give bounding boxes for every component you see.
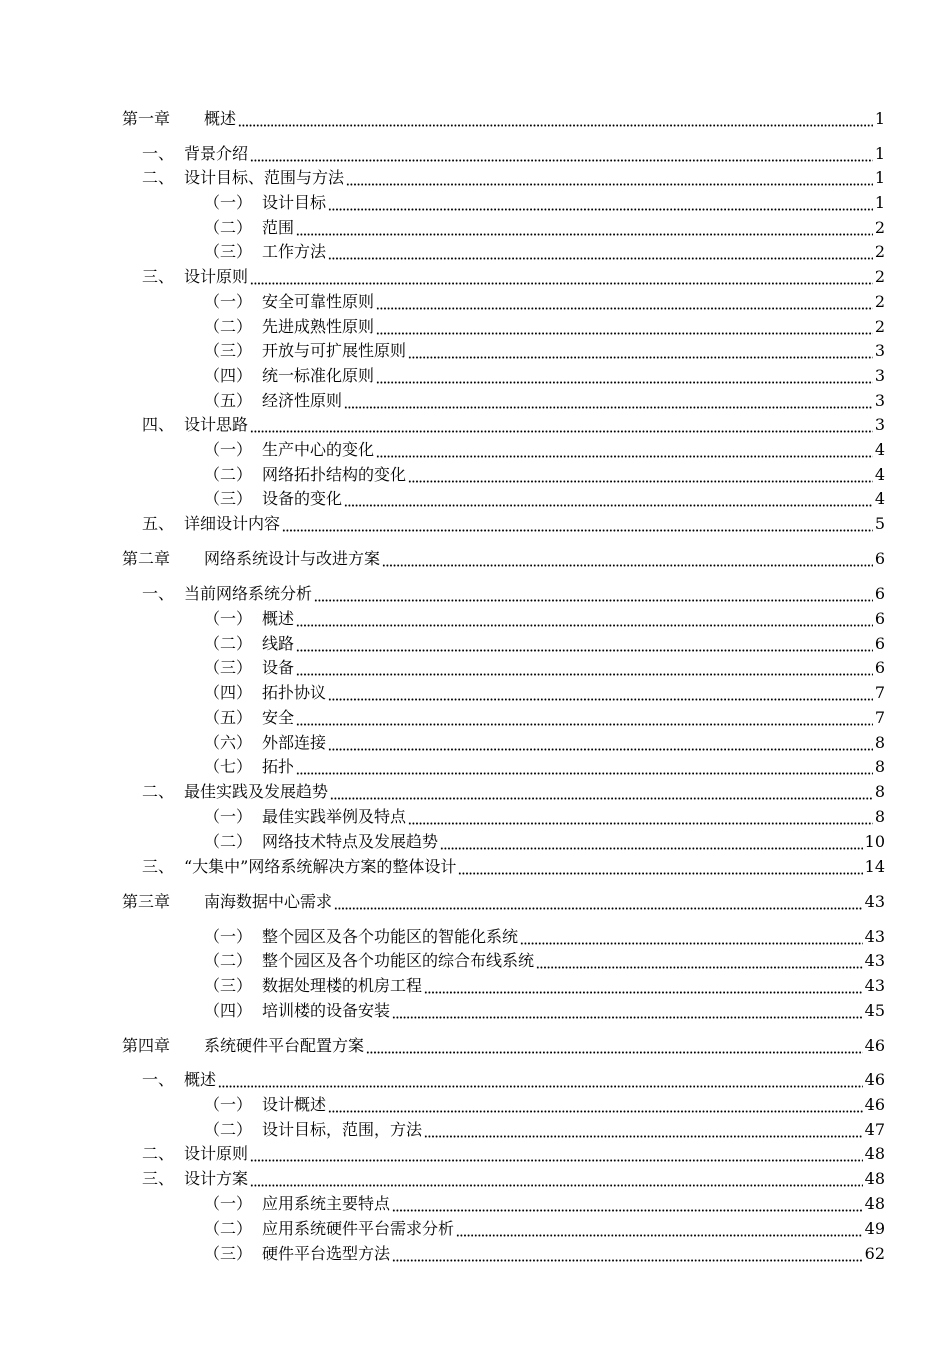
toc-entry-label (142, 1068, 218, 1092)
toc-entry-number: 二、 (142, 782, 175, 801)
toc-entry-number: 一、 (142, 584, 175, 603)
toc-subsection-entry[interactable] (0, 339, 950, 363)
toc-entry-number: （一） (204, 807, 253, 826)
toc-dot-leader (376, 438, 873, 462)
toc-entry-label (204, 974, 424, 998)
toc-page-number: 45 (863, 999, 885, 1023)
toc-entry-number: 第一章 (122, 109, 171, 128)
toc-page-number: 43 (863, 949, 885, 973)
toc-dot-leader (520, 925, 863, 949)
toc-section-entry[interactable] (0, 413, 950, 437)
toc-dot-leader (344, 487, 873, 511)
toc-page-number: 2 (873, 240, 885, 264)
toc-page-number: 8 (873, 805, 885, 829)
toc-dot-leader (296, 216, 873, 240)
toc-page-number: 6 (873, 632, 885, 656)
toc-page-number: 43 (863, 925, 885, 949)
toc-entry-title: 应用系统硬件平台需求分析 (262, 1219, 455, 1238)
toc-subsection-entry[interactable] (0, 290, 950, 314)
toc-dot-leader (250, 1167, 863, 1191)
toc-entry-label (204, 1217, 456, 1241)
toc-dot-leader (382, 547, 873, 571)
toc-entry-number: 第四章 (122, 1036, 171, 1055)
toc-entry-label (204, 487, 344, 511)
toc-entry-number: （一） (204, 1095, 253, 1114)
toc-subsection-entry[interactable] (0, 681, 950, 705)
toc-entry-number: （三） (204, 341, 253, 360)
toc-dot-leader (424, 1118, 863, 1142)
toc-dot-leader (408, 805, 873, 829)
toc-entry-title: 设计目标 (262, 193, 327, 212)
toc-entry-number: （一） (204, 193, 253, 212)
toc-entry-title: 数据处理楼的机房工程 (262, 976, 423, 995)
toc-chapter-entry[interactable] (0, 107, 950, 131)
toc-entry-title: 拓扑协议 (262, 683, 327, 702)
toc-page-number: 10 (863, 830, 885, 854)
toc-entry-number: （二） (204, 1219, 253, 1238)
toc-subsection-entry[interactable] (0, 191, 950, 215)
toc-page-number: 49 (863, 1217, 885, 1241)
toc-entry-number: 第三章 (122, 892, 171, 911)
toc-dot-leader (536, 949, 863, 973)
toc-section-entry[interactable] (0, 142, 950, 166)
toc-dot-leader (250, 413, 873, 437)
toc-dot-leader (296, 656, 873, 680)
toc-dot-leader (330, 780, 873, 804)
toc-entry-number: （六） (204, 733, 253, 752)
toc-page-number: 2 (873, 265, 885, 289)
toc-entry-label (204, 339, 408, 363)
toc-entry-number: （二） (204, 465, 253, 484)
toc-subsection-entry[interactable] (0, 438, 950, 462)
toc-entry-number: （五） (204, 391, 253, 410)
toc-dot-leader (392, 999, 863, 1023)
toc-entry-number: 三、 (142, 857, 175, 876)
toc-page-number: 8 (873, 731, 885, 755)
toc-dot-leader (344, 389, 873, 413)
toc-dot-leader (458, 855, 863, 879)
toc-entry-number: 五、 (142, 514, 175, 533)
toc-entry-number: （二） (204, 951, 253, 970)
toc-entry-title: 设计方案 (184, 1169, 249, 1188)
toc-entry-title: 设计目标、范围与方法 (184, 168, 345, 187)
toc-entry-title: 设计概述 (262, 1095, 327, 1114)
toc-entry-title: 南海数据中心需求 (204, 892, 333, 911)
toc-dot-leader (328, 681, 873, 705)
toc-entry-number: 二、 (142, 168, 175, 187)
toc-page-number: 3 (873, 364, 885, 388)
toc-entry-label (142, 265, 250, 289)
toc-subsection-entry[interactable] (0, 1192, 950, 1216)
toc-page-number: 48 (863, 1167, 885, 1191)
toc-section-entry[interactable] (0, 265, 950, 289)
toc-entry-label (142, 413, 250, 437)
toc-entry-label (142, 142, 250, 166)
toc-entry-title: 生产中心的变化 (262, 440, 375, 459)
toc-entry-label (204, 315, 376, 339)
toc-entry-label (142, 582, 314, 606)
toc-dot-leader (250, 265, 873, 289)
toc-entry-number: （四） (204, 366, 253, 385)
toc-section-entry[interactable] (0, 1068, 950, 1092)
toc-entry-number: （一） (204, 440, 253, 459)
toc-entry-number: （二） (204, 317, 253, 336)
toc-entry-label (204, 1192, 392, 1216)
toc-chapter-entry[interactable] (0, 890, 950, 914)
toc-section-entry[interactable] (0, 512, 950, 536)
toc-subsection-entry[interactable] (0, 240, 950, 264)
toc-entry-title: 最佳实践举例及特点 (262, 807, 407, 826)
toc-entry-title: 工作方法 (262, 242, 327, 261)
toc-entry-title: 设计思路 (184, 415, 249, 434)
toc-subsection-entry[interactable] (0, 216, 950, 240)
toc-entry-number: （一） (204, 927, 253, 946)
toc-entry-label (204, 681, 328, 705)
toc-entry-number: （二） (204, 1120, 253, 1139)
toc-section-entry[interactable] (0, 855, 950, 879)
toc-dot-leader (250, 1142, 863, 1166)
toc-subsection-entry[interactable] (0, 364, 950, 388)
toc-page-number: 1 (873, 107, 885, 131)
toc-page-number: 6 (873, 656, 885, 680)
toc-page-number: 62 (863, 1242, 885, 1266)
toc-entry-label (204, 290, 376, 314)
toc-entry-number: 三、 (142, 1169, 175, 1188)
toc-subsection-entry[interactable] (0, 607, 950, 631)
toc-entry-title: 设计原则 (184, 1144, 249, 1163)
toc-page-number: 6 (873, 582, 885, 606)
toc-entry-number: （一） (204, 1194, 253, 1213)
toc-entry-number: （一） (204, 609, 253, 628)
toc-entry-title: 经济性原则 (262, 391, 343, 410)
toc-dot-leader (334, 890, 863, 914)
toc-entry-title: 网络拓扑结构的变化 (262, 465, 407, 484)
toc-entry-number: （七） (204, 757, 253, 776)
toc-dot-leader (282, 512, 873, 536)
toc-entry-label (142, 1142, 250, 1166)
toc-subsection-entry[interactable] (0, 1242, 950, 1266)
toc-dot-leader (328, 1093, 863, 1117)
toc-page-number: 6 (873, 547, 885, 571)
toc-page-number: 7 (873, 681, 885, 705)
toc-entry-number: 第二章 (122, 549, 171, 568)
toc-dot-leader (328, 191, 873, 215)
toc-page-number: 46 (863, 1034, 885, 1058)
toc-subsection-entry[interactable] (0, 949, 950, 973)
toc-subsection-entry[interactable] (0, 755, 950, 779)
toc-entry-title: 统一标准化原则 (262, 366, 375, 385)
toc-subsection-entry[interactable] (0, 1093, 950, 1117)
toc-entry-label (204, 1242, 392, 1266)
toc-entry-number: （三） (204, 242, 253, 261)
toc-dot-leader (456, 1217, 863, 1241)
toc-dot-leader (366, 1034, 863, 1058)
toc-entry-title: 系统硬件平台配置方案 (204, 1036, 365, 1055)
toc-entry-title: 培训楼的设备安装 (262, 1001, 391, 1020)
toc-page-number: 8 (873, 780, 885, 804)
toc-dot-leader (376, 315, 873, 339)
toc-entry-label (142, 855, 458, 879)
toc-entry-label (142, 512, 282, 536)
toc-entry-label (122, 107, 238, 131)
toc-page-number: 2 (873, 216, 885, 240)
toc-entry-title: 网络技术特点及发展趋势 (262, 832, 439, 851)
toc-section-entry[interactable] (0, 166, 950, 190)
toc-entry-label (204, 607, 296, 631)
toc-entry-title: 范围 (262, 218, 295, 237)
toc-subsection-entry[interactable] (0, 487, 950, 511)
toc-dot-leader (328, 240, 873, 264)
toc-subsection-entry[interactable] (0, 706, 950, 730)
toc-page-number: 48 (863, 1192, 885, 1216)
toc-page-number: 8 (873, 755, 885, 779)
toc-entry-title: 设备的变化 (262, 489, 343, 508)
toc-dot-leader (328, 731, 873, 755)
toc-subsection-entry[interactable] (0, 1118, 950, 1142)
toc-dot-leader (408, 339, 873, 363)
toc-entry-label (204, 389, 344, 413)
toc-page-number: 7 (873, 706, 885, 730)
toc-entry-title: 安全可靠性原则 (262, 292, 375, 311)
toc-dot-leader (376, 290, 873, 314)
toc-entry-label (204, 805, 408, 829)
toc-page-number: 46 (863, 1093, 885, 1117)
toc-dot-leader (238, 107, 873, 131)
toc-entry-number: （三） (204, 1244, 253, 1263)
toc-subsection-entry[interactable] (0, 731, 950, 755)
toc-entry-label (204, 706, 296, 730)
toc-page-number: 5 (873, 512, 885, 536)
toc-subsection-entry[interactable] (0, 999, 950, 1023)
toc-entry-number: （二） (204, 832, 253, 851)
toc-page-number: 3 (873, 389, 885, 413)
toc-entry-title: 概述 (184, 1070, 217, 1089)
toc-dot-leader (376, 364, 873, 388)
toc-entry-label (122, 547, 382, 571)
toc-entry-title: 先进成熟性原则 (262, 317, 375, 336)
toc-entry-number: （三） (204, 489, 253, 508)
toc-entry-number: （五） (204, 708, 253, 727)
toc-section-entry[interactable] (0, 1167, 950, 1191)
toc-entry-title: 硬件平台选型方法 (262, 1244, 391, 1263)
toc-dot-leader (296, 755, 873, 779)
toc-entry-title: 当前网络系统分析 (184, 584, 313, 603)
toc-entry-number: （四） (204, 683, 253, 702)
toc-subsection-entry[interactable] (0, 805, 950, 829)
toc-entry-title: 最佳实践及发展趋势 (184, 782, 329, 801)
toc-entry-number: 一、 (142, 1070, 175, 1089)
toc-page-number: 4 (873, 463, 885, 487)
toc-entry-number: （二） (204, 634, 253, 653)
toc-entry-number: （四） (204, 1001, 253, 1020)
toc-subsection-entry[interactable] (0, 315, 950, 339)
toc-entry-label (142, 166, 346, 190)
toc-entry-title: 应用系统主要特点 (262, 1194, 391, 1213)
toc-entry-label (204, 830, 440, 854)
toc-entry-number: （三） (204, 976, 253, 995)
toc-page-number: 48 (863, 1142, 885, 1166)
toc-page-number: 46 (863, 1068, 885, 1092)
toc-subsection-entry[interactable] (0, 830, 950, 854)
toc-entry-label (204, 364, 376, 388)
toc-page-number: 1 (873, 191, 885, 215)
toc-chapter-entry[interactable] (0, 547, 950, 571)
toc-entry-title: 设计原则 (184, 267, 249, 286)
toc-entry-title: 安全 (262, 708, 295, 727)
toc-entry-label (142, 1167, 250, 1191)
toc-entry-label (204, 731, 328, 755)
toc-entry-label (142, 780, 330, 804)
toc-entry-label (204, 1093, 328, 1117)
toc-entry-title: 背景介绍 (184, 144, 249, 163)
toc-entry-title: 整个园区及各个功能区的综合布线系统 (262, 951, 535, 970)
toc-section-entry[interactable] (0, 780, 950, 804)
toc-dot-leader (296, 706, 873, 730)
toc-entry-label (204, 240, 328, 264)
toc-page-number: 3 (873, 413, 885, 437)
toc-entry-label (204, 463, 408, 487)
toc-entry-number: （二） (204, 218, 253, 237)
toc-entry-label (204, 949, 536, 973)
toc-section-entry[interactable] (0, 582, 950, 606)
toc-dot-leader (314, 582, 873, 606)
toc-dot-leader (296, 607, 873, 631)
toc-entry-label (122, 1034, 366, 1058)
toc-entry-number: （一） (204, 292, 253, 311)
toc-entry-number: 三、 (142, 267, 175, 286)
toc-subsection-entry[interactable] (0, 632, 950, 656)
toc-entry-title: 设计目标，范围，方法 (262, 1120, 423, 1139)
toc-subsection-entry[interactable] (0, 925, 950, 949)
toc-dot-leader (392, 1242, 863, 1266)
toc-page-number: 1 (873, 166, 885, 190)
toc-entry-title: 概述 (262, 609, 295, 628)
toc-page-number: 2 (873, 290, 885, 314)
toc-page-number: 4 (873, 438, 885, 462)
toc-entry-title: 整个园区及各个功能区的智能化系统 (262, 927, 519, 946)
toc-subsection-entry[interactable] (0, 463, 950, 487)
toc-dot-leader (218, 1068, 863, 1092)
toc-entry-label (122, 890, 334, 914)
toc-page-number: 43 (863, 974, 885, 998)
toc-entry-label (204, 999, 392, 1023)
toc-entry-label (204, 438, 376, 462)
toc-entry-label (204, 925, 520, 949)
toc-entry-title: 外部连接 (262, 733, 327, 752)
toc-entry-title: 设备 (262, 658, 295, 677)
toc-entry-title: 详细设计内容 (184, 514, 281, 533)
toc-entry-number: 二、 (142, 1144, 175, 1163)
toc-subsection-entry[interactable] (0, 656, 950, 680)
toc-dot-leader (408, 463, 873, 487)
toc-entry-title: 网络系统设计与改进方案 (204, 549, 381, 568)
toc-entry-label (204, 191, 328, 215)
toc-entry-title: 开放与可扩展性原则 (262, 341, 407, 360)
toc-subsection-entry[interactable] (0, 389, 950, 413)
toc-chapter-entry[interactable] (0, 1034, 950, 1058)
toc-page-number: 3 (873, 339, 885, 363)
toc-page-number: 43 (863, 890, 885, 914)
toc-page-number: 2 (873, 315, 885, 339)
toc-entry-title: 线路 (262, 634, 295, 653)
toc-entry-label (204, 656, 296, 680)
toc-dot-leader (250, 142, 873, 166)
toc-entry-label (204, 216, 296, 240)
toc-subsection-entry[interactable] (0, 1217, 950, 1241)
toc-entry-number: 一、 (142, 144, 175, 163)
toc-subsection-entry[interactable] (0, 974, 950, 998)
toc-dot-leader (392, 1192, 863, 1216)
toc-page-number: 47 (863, 1118, 885, 1142)
toc-entry-label (204, 755, 296, 779)
toc-entry-title: 概述 (204, 109, 237, 128)
toc-page-number: 4 (873, 487, 885, 511)
toc-page-number: 6 (873, 607, 885, 631)
toc-dot-leader (440, 830, 863, 854)
toc-dot-leader (296, 632, 873, 656)
toc-page-number: 1 (873, 142, 885, 166)
toc-dot-leader (346, 166, 873, 190)
toc-entry-number: （三） (204, 658, 253, 677)
toc-dot-leader (424, 974, 863, 998)
toc-entry-label (204, 632, 296, 656)
toc-entry-title: 拓扑 (262, 757, 295, 776)
toc-entry-number: 四、 (142, 415, 175, 434)
toc-page-number: 14 (863, 855, 885, 879)
toc-entry-title: “大集中”网络系统解决方案的整体设计 (184, 857, 457, 876)
toc-entry-label (204, 1118, 424, 1142)
toc-section-entry[interactable] (0, 1142, 950, 1166)
